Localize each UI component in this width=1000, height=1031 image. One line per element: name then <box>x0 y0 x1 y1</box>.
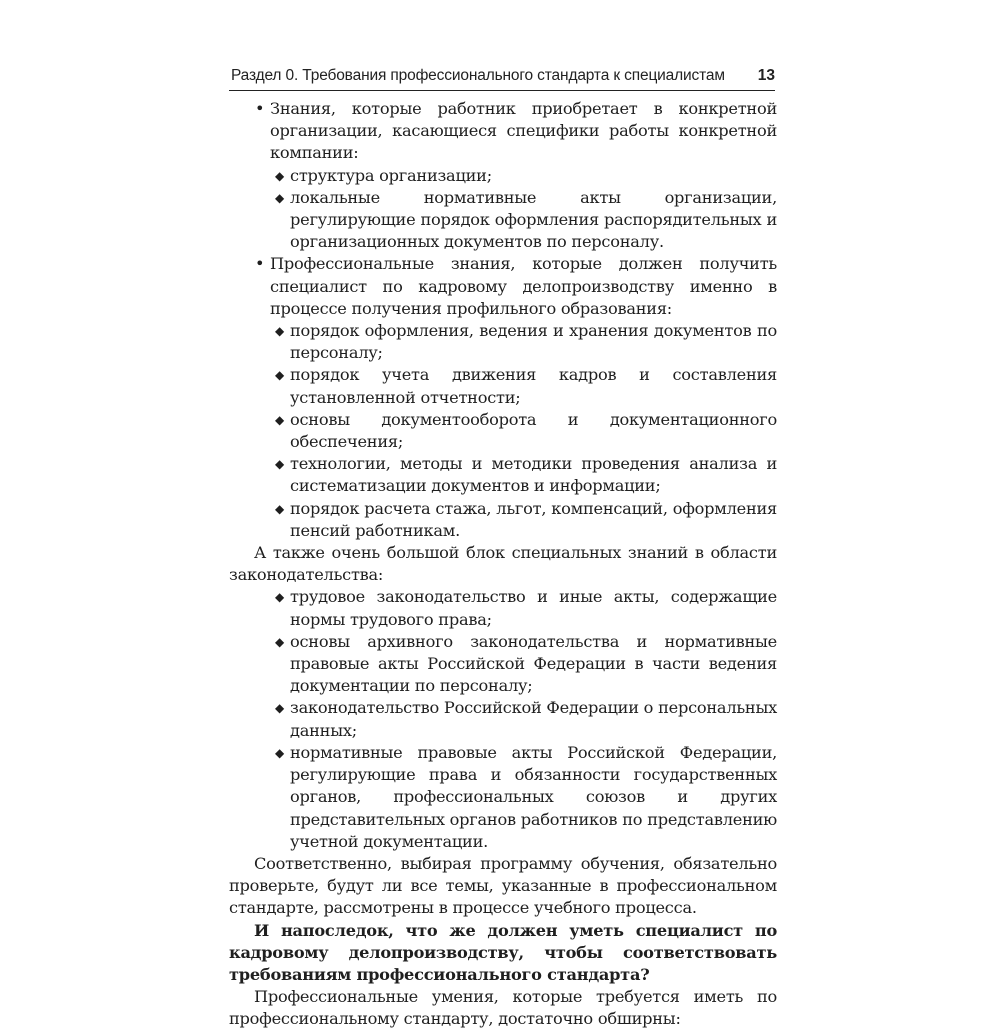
page-number: 13 <box>757 67 775 84</box>
bullet-org-knowledge <box>229 98 777 253</box>
list-item: ◆ порядок учета движения кадров и составления установленной отчетности; <box>229 364 777 408</box>
paragraph-program-check: Соответственно, выбирая программу обучения, обязательно проверьте, будут ли все темы, указанные в профессиональном стандарте, рассмотрены в процессе учебного процесса. <box>229 853 777 918</box>
running-header-title: Раздел 0. Требования профессионального стандарта к специалистам <box>231 67 725 84</box>
diamond-bullet-icon <box>275 364 284 386</box>
diamond-bullet-icon <box>275 631 284 653</box>
running-header <box>229 64 775 91</box>
bullet-dot-icon: • <box>255 99 265 118</box>
list-item: ◆ порядок оформления, ведения и хранения документов по персоналу; <box>229 320 777 364</box>
bullet-text: Знания, которые работник приобретает в конкретной организации, касающиеся специфики работы конкретной компании: <box>270 99 777 163</box>
legislation-intro: А также очень большой блок специальных знаний в области законодательства: <box>229 543 777 585</box>
diamond-bullet-icon <box>275 697 284 719</box>
list-item: ◆ локальные нормативные акты организации, регулирующие порядок оформления распорядительных и организационных документов по персоналу. <box>229 187 777 254</box>
diamond-bullet-icon <box>275 453 284 475</box>
sub-bullet-list <box>270 320 777 542</box>
list-item: ◆ технологии, методы и методики проведения анализа и систематизации документов и информации; <box>229 453 777 497</box>
sub-bullet-list <box>270 165 777 254</box>
paragraph-question: И напоследок, что же должен уметь специалист по кадровому делопроизводству, чтобы соответствовать требованиям профессионального стандарта? <box>229 920 777 984</box>
diamond-bullet-icon <box>275 498 284 520</box>
diamond-bullet-icon <box>275 742 284 764</box>
paragraph-skills: Профессиональные умения, которые требуется иметь по профессиональному стандарту, достаточно обширны: <box>229 987 777 1029</box>
diamond-bullet-icon <box>275 586 284 608</box>
bullet-dot-icon: • <box>255 254 265 274</box>
list-item: ◆ законодательство Российской Федерации о персональных данных; <box>229 697 777 741</box>
bullet-text: Профессиональные знания, которые должен получить специалист по кадровому делопроизводству именно в процессе получения профильного образования: <box>270 254 777 318</box>
legislation-list <box>229 586 777 852</box>
diamond-bullet-icon <box>275 320 284 342</box>
diamond-bullet-icon <box>275 409 284 431</box>
list-item: ◆ основы документооборота и документационного обеспечения; <box>229 409 777 453</box>
page-body <box>229 98 777 1031</box>
main-bullet-list <box>229 98 777 542</box>
list-item: ◆ основы архивного законодательства и нормативные правовые акты Российской Федерации в части ведения документации по персоналу; <box>229 631 777 698</box>
list-item: ◆ трудовое законодательство и иные акты, содержащие нормы трудового права; <box>229 586 777 630</box>
diamond-bullet-icon <box>275 187 284 209</box>
list-item: ◆ порядок расчета стажа, льгот, компенсаций, оформления пенсий работникам. <box>229 498 777 542</box>
bullet-professional-knowledge <box>229 253 777 542</box>
list-item: ◆ нормативные правовые акты Российской Федерации, регулирующие права и обязанности государственных органов, профессиональных союзов и других представительных органов работников по представлению учетной документации. <box>229 742 777 853</box>
list-item: ◆ структура организации; <box>229 165 777 187</box>
diamond-bullet-icon <box>275 165 284 187</box>
